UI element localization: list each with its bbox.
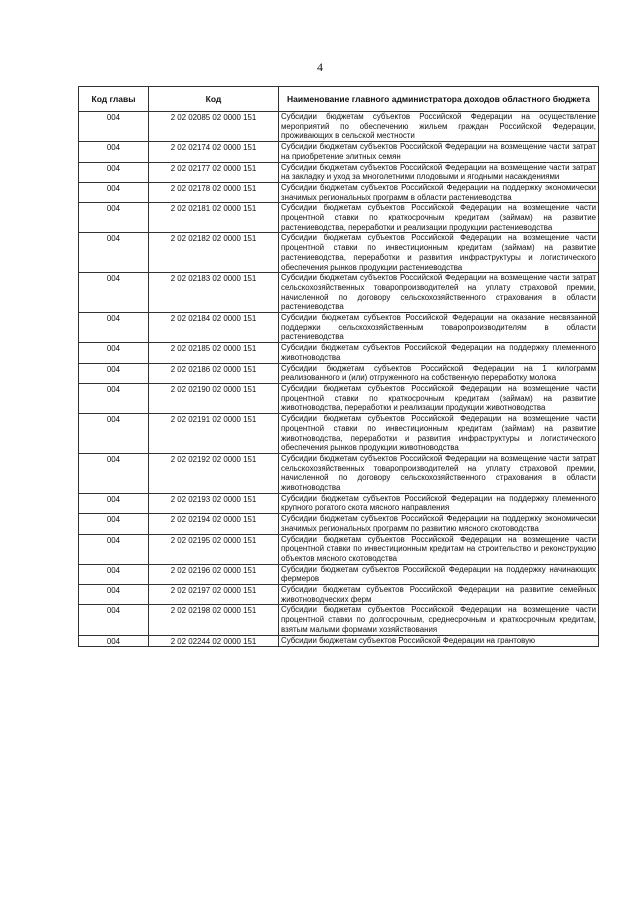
row-code: 2 02 02244 02 0000 151 <box>149 635 279 647</box>
table-row <box>79 414 599 454</box>
table-row <box>79 605 599 635</box>
row-code: 2 02 02174 02 0000 151 <box>149 142 279 162</box>
row-chapter-code: 004 <box>79 112 149 142</box>
row-chapter-code: 004 <box>79 343 149 363</box>
row-name: Субсидии бюджетам субъектов Российской Федерации на возмещение части процентной ставки по инвестиционным кредитам (займам) на развитие растениеводства, переработки и развития инфраструктуры и логистического обеспечения рынков продукции растениеводства <box>279 233 599 273</box>
row-code: 2 02 02195 02 0000 151 <box>149 534 279 564</box>
table-row <box>79 585 599 605</box>
table-row <box>79 363 599 383</box>
table-row <box>79 493 599 513</box>
row-code: 2 02 02182 02 0000 151 <box>149 233 279 273</box>
table-row <box>79 313 599 343</box>
row-code: 2 02 02194 02 0000 151 <box>149 514 279 534</box>
table-row <box>79 273 599 313</box>
row-name: Субсидии бюджетам субъектов Российской Федерации на возмещение части затрат на приобретение элитных семян <box>279 142 599 162</box>
table-row <box>79 162 599 182</box>
row-name: Субсидии бюджетам субъектов Российской Федерации на оказание несвязанной поддержки сельскохозяйственным товаропроизводителям в области растениеводства <box>279 313 599 343</box>
table-row <box>79 453 599 493</box>
row-name: Субсидии бюджетам субъектов Российской Федерации на возмещение части процентной ставки по долгосрочным, среднесрочным и краткосрочным кредитам, взятым малыми формами хозяйствования <box>279 605 599 635</box>
table-row <box>79 383 599 413</box>
row-chapter-code: 004 <box>79 605 149 635</box>
row-name: Субсидии бюджетам субъектов Российской Федерации на 1 килограмм реализованного и (или) отгруженного на собственную переработку молока <box>279 363 599 383</box>
row-code: 2 02 02183 02 0000 151 <box>149 273 279 313</box>
row-name: Субсидии бюджетам субъектов Российской Федерации на возмещение части процентной ставки по краткосрочным кредитам (займам) на развитие растениеводства, переработки и реализации продукции растениеводства <box>279 203 599 233</box>
row-name: Субсидии бюджетам субъектов Российской Федерации на поддержку экономически значимых региональных программ по развитию мясного скотоводства <box>279 514 599 534</box>
row-chapter-code: 004 <box>79 635 149 647</box>
row-code: 2 02 02085 02 0000 151 <box>149 112 279 142</box>
revenue-administrators-table <box>78 86 599 647</box>
table-row <box>79 534 599 564</box>
row-name: Субсидии бюджетам субъектов Российской Федерации на поддержку начинающих фермеров <box>279 564 599 584</box>
page-number: 4 <box>317 60 323 74</box>
row-chapter-code: 004 <box>79 414 149 454</box>
row-chapter-code: 004 <box>79 564 149 584</box>
row-code: 2 02 02198 02 0000 151 <box>149 605 279 635</box>
row-chapter-code: 004 <box>79 514 149 534</box>
row-name: Субсидии бюджетам субъектов Российской Федерации на возмещение части затрат сельскохозяйственных товаропроизводителей на уплату страховой премии, начисленной по договору сельскохозяйственного страхования в области растениеводства <box>279 273 599 313</box>
table-row <box>79 233 599 273</box>
row-name: Субсидии бюджетам субъектов Российской Федерации на возмещение части процентной ставки по краткосрочным кредитам (займам) на развитие животноводства, переработки и реализации продукции животноводства <box>279 383 599 413</box>
row-code: 2 02 02197 02 0000 151 <box>149 585 279 605</box>
table-row <box>79 112 599 142</box>
table-row <box>79 142 599 162</box>
row-code: 2 02 02178 02 0000 151 <box>149 182 279 202</box>
row-chapter-code: 004 <box>79 162 149 182</box>
table-row <box>79 203 599 233</box>
header-code: Код <box>149 87 279 112</box>
row-code: 2 02 02185 02 0000 151 <box>149 343 279 363</box>
row-code: 2 02 02191 02 0000 151 <box>149 414 279 454</box>
row-chapter-code: 004 <box>79 363 149 383</box>
row-code: 2 02 02190 02 0000 151 <box>149 383 279 413</box>
row-chapter-code: 004 <box>79 142 149 162</box>
row-code: 2 02 02184 02 0000 151 <box>149 313 279 343</box>
row-code: 2 02 02177 02 0000 151 <box>149 162 279 182</box>
row-name: Субсидии бюджетам субъектов Российской Федерации на возмещение части процентной ставки по инвестиционным кредитам на строительство и реконструкцию объектов мясного скотоводства <box>279 534 599 564</box>
row-chapter-code: 004 <box>79 453 149 493</box>
table-row <box>79 635 599 647</box>
row-code: 2 02 02186 02 0000 151 <box>149 363 279 383</box>
row-name: Субсидии бюджетам субъектов Российской Федерации на грантовую <box>279 635 599 647</box>
row-name: Субсидии бюджетам субъектов Российской Федерации на поддержку экономически значимых региональных программ в области растениеводства <box>279 182 599 202</box>
row-name: Субсидии бюджетам субъектов Российской Федерации на осуществление мероприятий по обеспечению жильем граждан Российской Федерации, проживающих в сельской местности <box>279 112 599 142</box>
row-chapter-code: 004 <box>79 493 149 513</box>
row-name: Субсидии бюджетам субъектов Российской Федерации на возмещение части затрат сельскохозяйственных товаропроизводителей на уплату страховой премии, начисленной по договору сельскохозяйственного страхования в области животноводства <box>279 453 599 493</box>
row-name: Субсидии бюджетам субъектов Российской Федерации на развитие семейных животноводческих ферм <box>279 585 599 605</box>
row-name: Субсидии бюджетам субъектов Российской Федерации на поддержку племенного животноводства <box>279 343 599 363</box>
row-chapter-code: 004 <box>79 273 149 313</box>
row-chapter-code: 004 <box>79 383 149 413</box>
header-name: Наименование главного администратора доходов областного бюджета <box>279 87 599 112</box>
table-row <box>79 343 599 363</box>
table-body <box>79 112 599 647</box>
row-chapter-code: 004 <box>79 182 149 202</box>
row-code: 2 02 02181 02 0000 151 <box>149 203 279 233</box>
row-chapter-code: 004 <box>79 203 149 233</box>
header-chapter-code: Код главы <box>79 87 149 112</box>
row-name: Субсидии бюджетам субъектов Российской Федерации на возмещение части процентной ставки по инвестиционным кредитам (займам) на развитие животноводства, переработки и развития инфраструктуры и логистического обеспечения рынков продукции животноводства <box>279 414 599 454</box>
row-name: Субсидии бюджетам субъектов Российской Федерации на возмещение части затрат на закладку и уход за многолетними плодовыми и ягодными насаждениями <box>279 162 599 182</box>
table-header-row <box>79 87 599 112</box>
row-chapter-code: 004 <box>79 585 149 605</box>
table-row <box>79 182 599 202</box>
row-code: 2 02 02193 02 0000 151 <box>149 493 279 513</box>
row-code: 2 02 02196 02 0000 151 <box>149 564 279 584</box>
row-name: Субсидии бюджетам субъектов Российской Федерации на поддержку племенного крупного рогатого скота мясного направления <box>279 493 599 513</box>
table-row <box>79 564 599 584</box>
row-code: 2 02 02192 02 0000 151 <box>149 453 279 493</box>
row-chapter-code: 004 <box>79 233 149 273</box>
row-chapter-code: 004 <box>79 313 149 343</box>
row-chapter-code: 004 <box>79 534 149 564</box>
table-row <box>79 514 599 534</box>
